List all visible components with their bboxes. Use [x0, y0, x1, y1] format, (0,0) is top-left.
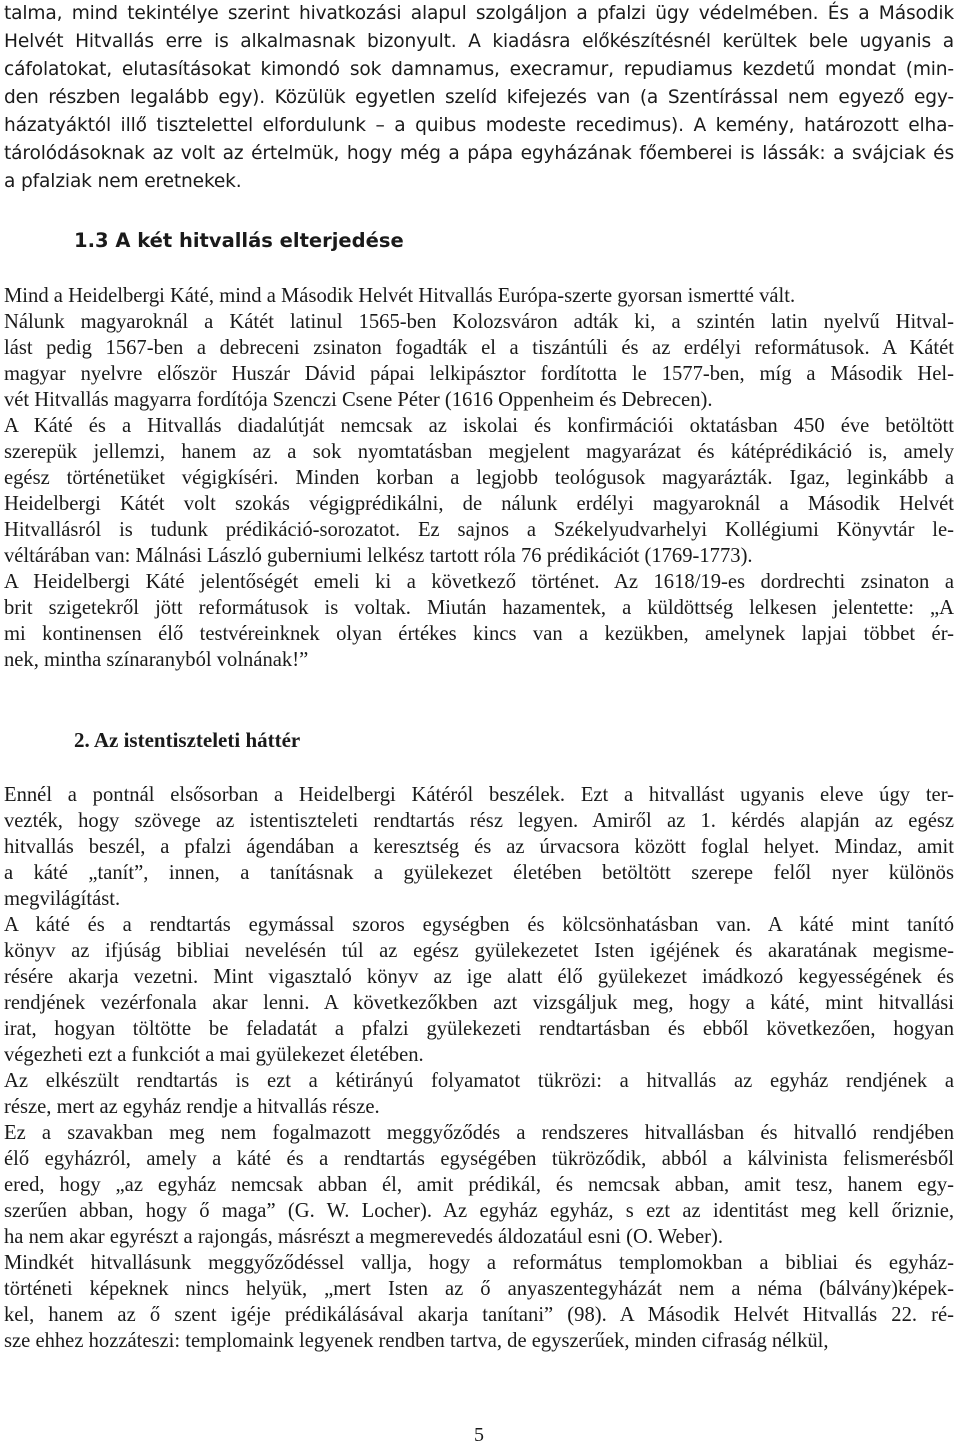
text-line: része, mert az egyház rendje a hitvallás része. — [4, 1096, 380, 1118]
section-1-3-heading: 1.3 A két hitvallás elterjedése — [74, 229, 404, 252]
text-line: könyv az ifjúság bibliai nevelésén túl az egész gyülekezetet Isten igéjének és akaratának megisme- — [4, 940, 954, 962]
text-line: talma, mind tekintélye szerint hivatkozási alapul szolgáljon a pfalzi ügy védelmében. És a Második — [4, 3, 954, 24]
text-line: Nálunk magyaroknál a Kátét latinul 1565-ben Kolozsváron adták ki, a szintén latin nyelvű Hitval- — [4, 311, 954, 333]
text-line: sze ehhez hozzáteszi: templomaink legyenek rendben tartva, de egyszerűek, minden cifraság nélkül, — [4, 1330, 829, 1352]
text-line: tárolódásoknak az volt az értelmük, hogy még a pápa egyházának főemberei is lássák: a svájciak és — [4, 143, 954, 164]
text-line: nek, mintha színaranyból volnának!” — [4, 649, 309, 671]
section-2-heading: 2. Az istentiszteleti háttér — [74, 728, 301, 752]
text-line: egész történetüket végigkíséri. Minden korban a legjobb teológusok magyarázták. Igaz, leginkább a — [4, 467, 954, 489]
text-line: Helvét Hitvallás erre is alkalmasnak bizonyult. A kiadásra előkészítésnél kerültek bele ugyanis a — [4, 31, 954, 52]
text-line: résére akarja vezetni. Mint vigasztaló könyv az ige alatt élő gyülekezet imádkozó kegyességének és — [4, 966, 954, 988]
text-line: cáfolatokat, elutasításokat kimondó sok damnamus, execramur, repudiamus kezdetű mondat (min- — [4, 59, 954, 80]
text-line: vét Hitvallás magyarra fordítója Szenczi Csene Péter (1616 Oppenheim és Debrecen). — [4, 389, 713, 411]
text-line: véltárában van: Málnási László guberniumi lelkész tartott róla 76 prédikációt (1769-1773). — [4, 545, 753, 567]
text-line: lást pedig 1567-ben a debreceni zsinaton fogadták el a tiszántúli és az erdélyi reformátusok. A Kátét — [4, 337, 954, 359]
text-line: Ez a szavakban meg nem fogalmazott meggyőződés a rendszeres hitvallásban és hitvalló rendjében — [4, 1122, 954, 1144]
text-line: végezheti ezt a funkciót a mai gyülekezet életében. — [4, 1044, 424, 1066]
text-line: Ennél a pontnál elsősorban a Heidelbergi Kátéról beszélek. Ezt a hitvallást ugyanis eleve úgy ter- — [4, 784, 954, 806]
text-line: házatyáktól illő tisztelettel elfordulunk – a quibus modeste recedimus). A kemény, határozott elha- — [4, 115, 954, 136]
text-line: vezték, hogy szövege az istentiszteleti rendtartás rész legyen. Amiről az 1. kérdés alapján az egész — [4, 810, 954, 832]
text-line: magyar nyelvre először Huszár Dávid pápai lelkipásztor fordította le 1577-ben, míg a Második Hel- — [4, 363, 954, 385]
text-line: szerűen abban, hogy ő maga” (G. W. Locher). Az egyház egyház, s ezt az identitást meg kell őriznie, — [4, 1200, 954, 1222]
text-line: A káté és a rendtartás egymással szoros egységben és kölcsönhatásban van. A káté mint tanító — [4, 914, 954, 936]
text-line: a káté „tanít”, innen, a tanításnak a gyülekezet életében betöltött szerepe felől nyer különös — [4, 862, 954, 884]
text-line: brit szigetekről jött reformátusok is voltak. Miután hazamentek, a küldöttség lelkesen jelentette: „A — [4, 597, 954, 619]
text-line: rendjének vezérfonala akar lenni. A következőkben azt vizsgáljuk meg, hogy a káté, mint hitvallási — [4, 992, 954, 1014]
text-line: megvilágítást. — [4, 888, 121, 910]
text-line: kel, hanem az ő szent igéje prédikálásával akarja tanítani” (98). A Második Helvét Hitvallás 22. ré- — [4, 1304, 954, 1326]
text-line: ered, hogy „az egyház nemcsak abban él, amit prédikál, és nemcsak abban, amit tesz, hanem egy- — [4, 1174, 954, 1196]
text-line: mi kontinensen élő testvéreinknek olyan értékes kincs van a kezükben, amelynek lapjai többet ér- — [4, 623, 954, 645]
text-line: Hitvallásról is tudunk prédikáció-sorozatot. Ez sajnos a Székelyudvarhelyi Kollégiumi Könyvtár le- — [4, 519, 954, 541]
intro-paragraph — [4, 0, 954, 196]
text-line: A Káté és a Hitvallás diadalútját nemcsak az iskolai és konfirmációi oktatásban 450 éve betöltött — [4, 415, 954, 437]
text-line: Heidelbergi Kátét volt szokás végigprédikálni, de nálunk erdélyi magyaroknál a Második Helvét — [4, 493, 954, 515]
text-line: Mind a Heidelbergi Káté, mind a Második Helvét Hitvallás Európa-szerte gyorsan ismertté vált. — [4, 285, 796, 307]
text-line: A Heidelbergi Káté jelentőségét emeli ki a következő történet. Az 1618/19-es dordrechti zsinaton a — [4, 571, 954, 593]
text-line: den részben legalább egy). Közülük egyetlen szelíd kifejezés van (a Szentírással nem egyező egy- — [4, 87, 954, 108]
text-line: történeti képeknek nincs helyük, „mert Isten az ő anyaszentegyházát nem a néma (bálvány)képek- — [4, 1278, 954, 1300]
text-line: Mindkét hitvallásunk meggyőződéssel vallja, hogy a református templomokban a bibliai és egyház- — [4, 1252, 954, 1274]
page-number: 5 — [474, 1424, 484, 1446]
section-2-body — [4, 782, 954, 1354]
text-line: élő egyházról, amely a káté és a rendtartás egységében tükröződik, abból a kálvinista felismerésből — [4, 1148, 954, 1170]
text-line: Az elkészült rendtartás is ezt a kétirányú folyamatot tükrözi: a hitvallás az egyház rendjének a — [4, 1070, 954, 1092]
text-line: ha nem akar egyrészt a rajongás, másrészt a megmerevedés áldozatául esni (O. Weber). — [4, 1226, 723, 1248]
text-line: irat, hogyan töltötte be feladatát a pfalzi gyülekezeti rendtartásban és ebből következően, hogyan — [4, 1018, 954, 1040]
section-1-3-body — [4, 283, 954, 673]
text-line: hitvallás beszél, a pfalzi ágendában a keresztség és az úrvacsora között foglal helyet. Mindaz, amit — [4, 836, 954, 858]
text-line: a pfalziak nem eretnekek. — [4, 171, 242, 192]
text-line: szerepük jellemzi, hanem az a sok nyomtatásban megjelent magyarázat és kátéprédikáció is, amely — [4, 441, 954, 463]
